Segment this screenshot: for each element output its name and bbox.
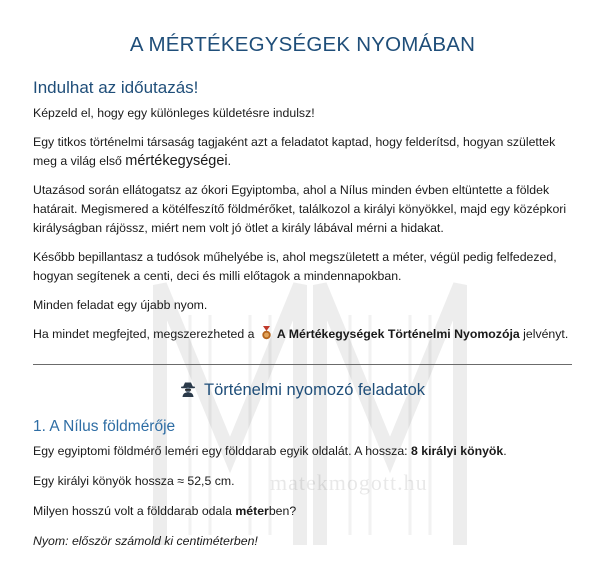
task-1-line-3-text: Milyen hosszú volt a földdarab odala	[33, 504, 236, 518]
section-title: Történelmi nyomozó feladatok	[203, 381, 426, 399]
intro-p2-text: Egy titkos történelmi társaság tagjaként azt a feladatot kaptad, hogy felderítsd, hogyan születtek meg a világ első	[33, 135, 556, 168]
task-1-hint-text: Nyom: először számold ki centiméterben!	[33, 534, 258, 548]
intro-paragraph-5: Minden feladat egy újabb nyom.	[33, 298, 208, 312]
badge-name: A Mértékegységek Történelmi Nyomozója	[276, 327, 520, 341]
task-1-hint	[33, 532, 572, 551]
intro-p2-highlight: mértékegységei	[125, 153, 228, 169]
task-1-line-1-end: .	[503, 444, 507, 458]
task-1-line-3-end: ben?	[268, 504, 297, 518]
task-1-line-2: Egy királyi könyök hossza ≈ 52,5 cm.	[33, 474, 235, 488]
intro-p6-end: jelvényt.	[519, 327, 569, 341]
task-1-unit: méter	[235, 504, 269, 518]
intro-p2-end: .	[227, 154, 232, 168]
divider	[33, 364, 572, 365]
intro-paragraph-4: Később bepillantasz a tudósok műhelyébe is, ahol megszületett a méter, végül pedig felfedezed, hogyan segítenek a centi, deci és milli előtagok a mindennapokban.	[33, 250, 557, 283]
intro-p6-text: Ha mindet megfejted, megszerezheted a	[33, 327, 258, 341]
section-heading	[33, 381, 572, 400]
watermark-text: matekmogott.hu	[270, 470, 428, 495]
intro-paragraph-3: Utazásod során ellátogatsz az ókori Egyiptomba, ahol a Nílus minden évben eltüntette a földek határait. Megismered a kötélfeszítő földmérőket, találkozol a királyi könyökkel, majd egy középkori királyságban rájössz, miért nem volt jó ötlet a király lábával mérni a hidakat.	[33, 183, 567, 235]
detective-icon	[180, 381, 196, 397]
page-title: A MÉRTÉKEGYSÉGEK NYOMÁBAN	[129, 33, 476, 56]
task-1-length: 8 királyi könyök	[411, 444, 504, 458]
intro-paragraph-1: Képzeld el, hogy egy különleges küldetésre indulsz!	[33, 106, 315, 120]
intro-heading: Indulhat az időutazás!	[33, 78, 199, 97]
intro-paragraph-6	[33, 325, 572, 344]
medal-icon	[261, 326, 272, 340]
task-1-heading: 1. A Nílus földmérője	[33, 418, 176, 435]
task-1-line-1	[33, 442, 572, 461]
task-1-line-1-text: Egy egyiptomi földmérő leméri egy földdarab egyik oldalát. A hossza:	[33, 444, 411, 458]
intro-paragraph-2	[33, 133, 572, 171]
task-1-line-3	[33, 502, 572, 521]
